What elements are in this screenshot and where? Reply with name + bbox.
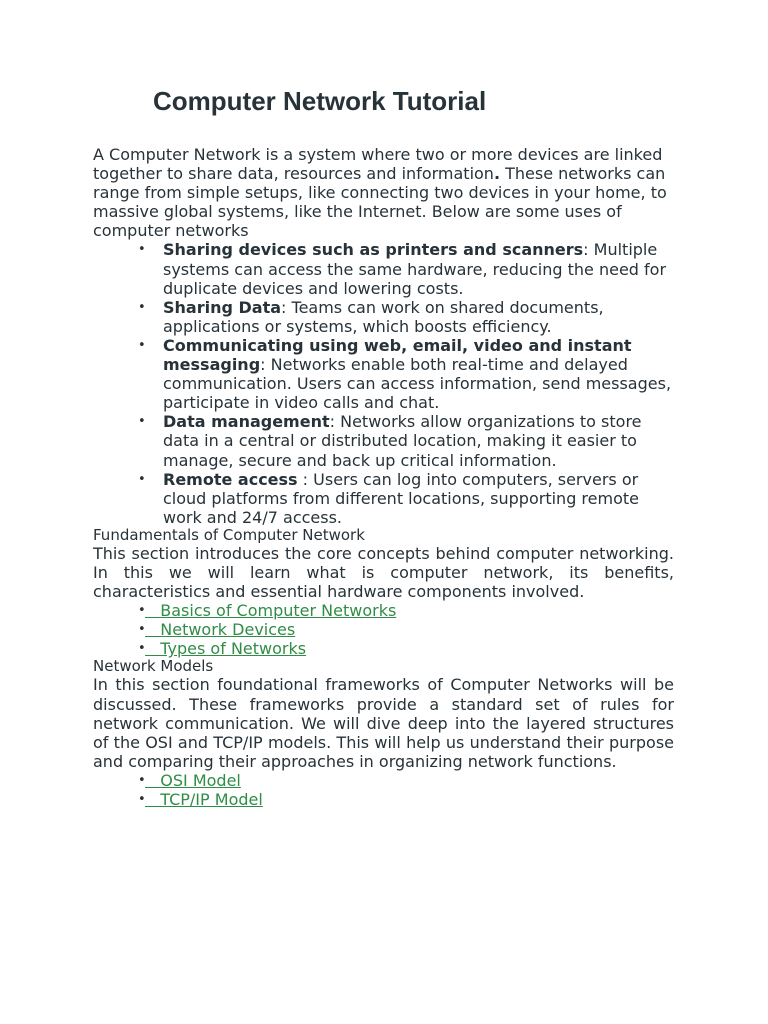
document-content (93, 145, 674, 809)
link-tcp-ip-model[interactable]: TCP/IP Model (145, 790, 263, 809)
list-item (93, 771, 674, 790)
use-title: Communicating using web, email, video and instant messaging (163, 335, 632, 375)
list-item (93, 790, 674, 809)
fundamentals-links (93, 601, 674, 658)
models-paragraph: In this section foundational frameworks of Computer Networks will be discussed. These frameworks provide a standard set of rules for network communication. We will dive deep into the layered structures of the OSI and TCP/IP models. This will help us understand their purpose and comparing their approaches in organizing network functions. (93, 675, 674, 771)
intro-paragraph (93, 145, 674, 240)
intro-text-part1: A Computer Network is a system where two or more devices are linked together to share data, resources and information (93, 145, 663, 184)
use-description: : Teams can work on shared documents, applications or systems, which boosts efficiency. (163, 297, 604, 336)
uses-list-item (93, 336, 674, 412)
use-description: : Multiple systems can access the same hardware, reducing the need for duplicate devices and lowering costs. (163, 240, 667, 298)
use-title: Sharing Data (163, 297, 282, 317)
uses-list-item (93, 412, 674, 469)
intro-text-part2: These networks can range from simple setups, like connecting two devices in your home, to massive global systems, like the Internet. Below are some uses of computer networks (93, 164, 667, 241)
use-title: Data management (163, 412, 330, 432)
link-network-devices[interactable]: Network Devices (145, 620, 296, 640)
link-types-of-networks[interactable]: Types of Networks (145, 639, 307, 659)
list-item (93, 620, 674, 639)
link-osi-model[interactable]: OSI Model (145, 770, 241, 790)
models-links (93, 771, 674, 809)
fundamentals-heading: Fundamentals of Computer Network (93, 525, 365, 544)
list-item (93, 639, 674, 658)
uses-list-item (93, 298, 674, 336)
list-item (93, 601, 674, 620)
uses-list (93, 240, 674, 526)
models-heading: Network Models (93, 657, 214, 676)
uses-list-item (93, 240, 674, 297)
page-title: Computer Network Tutorial (153, 86, 487, 116)
link-basics-of-computer-networks[interactable]: Basics of Computer Networks (145, 601, 397, 621)
uses-list-item (93, 470, 674, 527)
use-description: : Networks allow organizations to store data in a central or distributed location, making it easier to manage, secure and back up critical information. (163, 412, 642, 470)
use-description: : Users can log into computers, servers or cloud platforms from different locations, supporting remote work and 24/7 access. (163, 469, 639, 527)
intro-period: . (493, 164, 501, 184)
use-title: Remote access (163, 469, 298, 489)
use-title: Sharing devices such as printers and scanners (163, 240, 584, 260)
fundamentals-paragraph: This section introduces the core concepts behind computer networking. In this we will learn what is computer network, its benefits, characteristics and essential hardware components involved. (93, 543, 674, 602)
use-description: : Networks enable both real-time and delayed communication. Users can access information, send messages, participate in video calls and chat. (163, 355, 672, 413)
